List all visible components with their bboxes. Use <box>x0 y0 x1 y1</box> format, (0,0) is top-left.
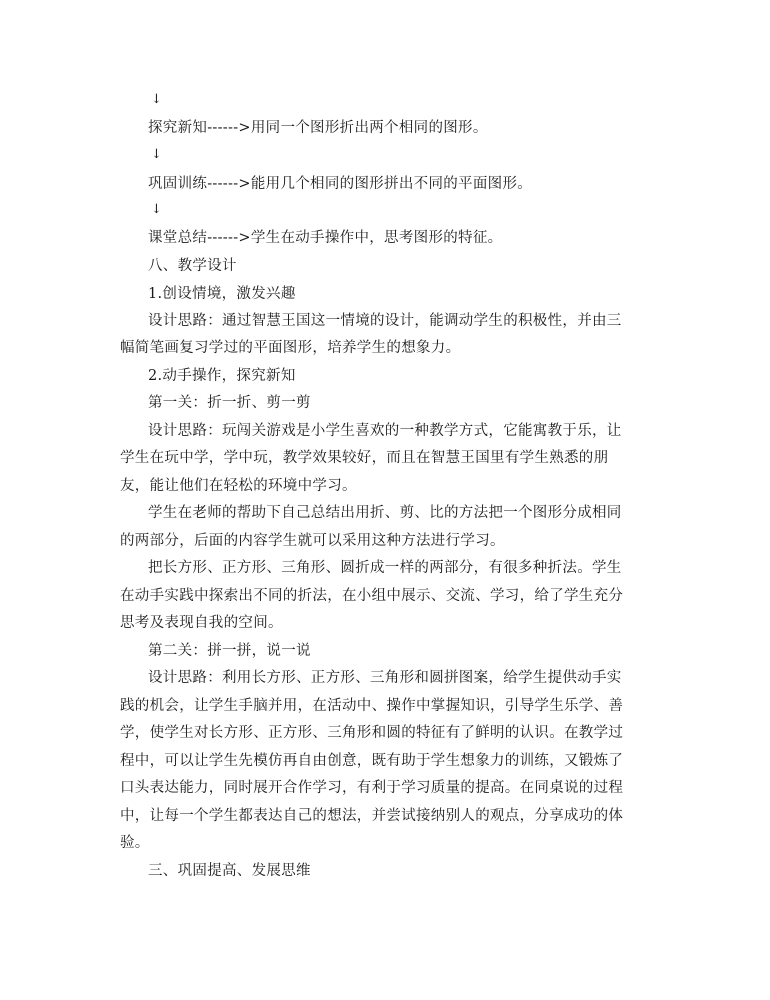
section-heading-consolidate: 三、巩固提高、发展思维 <box>148 863 311 879</box>
flow-step-summary: 课堂总结------>学生在动手操作中，思考图形的特征。 <box>148 230 503 246</box>
flow-step-explore: 探究新知------>用同一个图形折出两个相同的图形。 <box>148 120 488 136</box>
part1-line-1: 设计思路：通过智慧王国这一情境的设计，能调动学生的积极性，并由三 <box>148 313 622 329</box>
part2-heading: 2.动手操作，探究新知 <box>148 368 296 384</box>
part1-line-2: 幅简笔画复习学过的平面图形，培养学生的想象力。 <box>120 340 461 356</box>
para3-line-2: 在动手实践中探索出不同的折法，在小组中展示、交流、学习，给了学生充分 <box>120 588 624 604</box>
section-heading-teaching-design: 八、教学设计 <box>148 258 237 274</box>
flow-arrow-3: ↓ <box>151 202 162 217</box>
flow-arrow-1: ↓ <box>151 92 162 107</box>
level2-heading: 第二关：拼一拼，说一说 <box>148 643 311 659</box>
para4-line-1: 设计思路：利用长方形、正方形、三角形和圆拼图案，给学生提供动手实 <box>148 670 622 686</box>
para4-line-2: 践的机会，让学生手脑并用，在活动中、操作中掌握知识，引导学生乐学、善 <box>120 698 624 714</box>
para2-line-1: 学生在老师的帮助下自己总结出用折、剪、比的方法把一个图形分成相同 <box>148 505 622 521</box>
part1-heading: 1.创设情境，激发兴趣 <box>148 286 296 302</box>
para1-line-1: 设计思路：玩闯关游戏是小学生喜欢的一种教学方式，它能寓教于乐，让 <box>148 423 622 439</box>
flow-step-consolidate: 巩固训练------>能用几个相同的图形拼出不同的平面图形。 <box>148 176 533 192</box>
para4-line-7: 验。 <box>120 835 150 851</box>
para3-line-3: 思考及表现自我的空间。 <box>120 615 283 631</box>
level1-heading: 第一关：折一折、剪一剪 <box>148 395 311 411</box>
para4-line-3: 学，使学生对长方形、正方形、三角形和圆的特征有了鲜明的认识。在教学过 <box>120 725 624 741</box>
para4-line-4: 程中，可以让学生先模仿再自由创意，既有助于学生想象力的训练，又锻炼了 <box>120 753 624 769</box>
para1-line-3: 友，能让他们在轻松的环境中学习。 <box>120 478 357 494</box>
para1-line-2: 学生在玩中学，学中玩，教学效果较好，而且在智慧王国里有学生熟悉的朋 <box>120 450 609 466</box>
flow-arrow-2: ↓ <box>151 147 162 162</box>
para3-line-1: 把长方形、正方形、三角形、圆折成一样的两部分，有很多种折法。学生 <box>148 560 622 576</box>
para4-line-6: 中，让每一个学生都表达自己的想法，并尝试接纳别人的观点，分享成功的体 <box>120 808 624 824</box>
para4-line-5: 口头表达能力，同时展开合作学习，有利于学习质量的提高。在同桌说的过程 <box>120 780 624 796</box>
para2-line-2: 的两部分，后面的内容学生就可以采用这种方法进行学习。 <box>120 533 505 549</box>
